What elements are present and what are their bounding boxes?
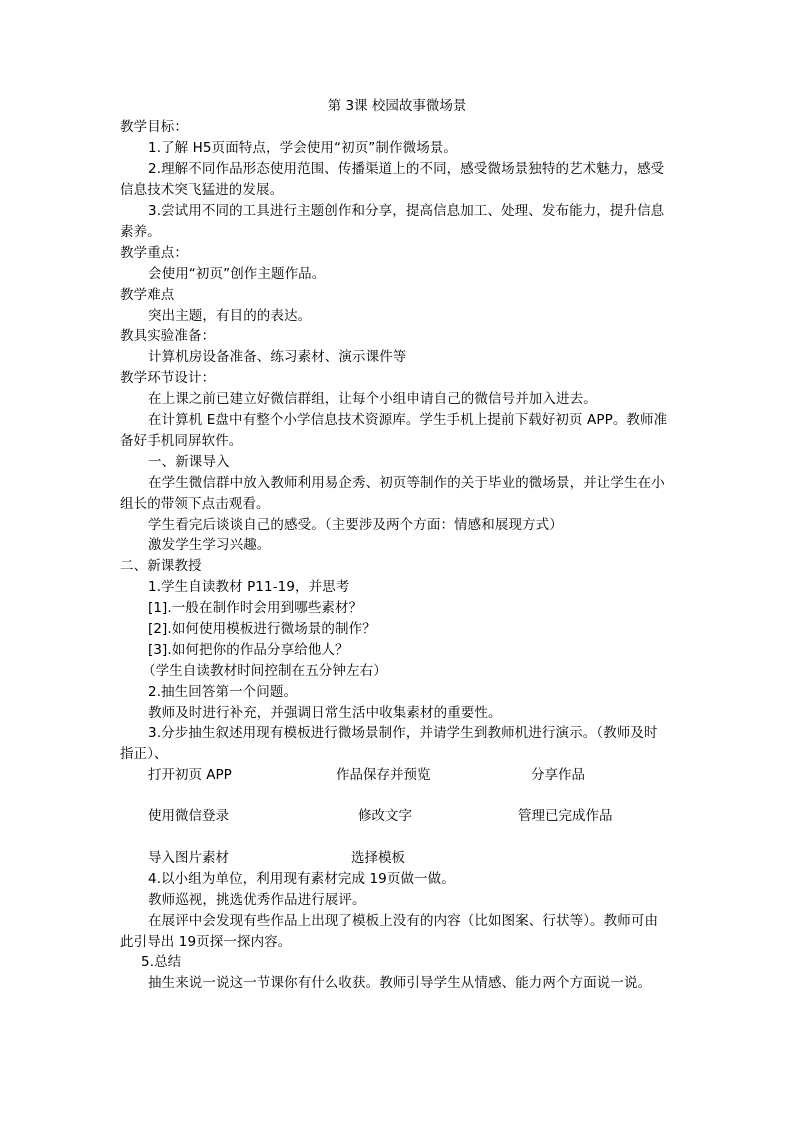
- section-2-step-3-line-1: 3.分步抽生叙述用现有模板进行微场景制作，并请学生到教师机进行演示。（教师及时: [148, 725, 658, 741]
- section-1-paragraph-1-line-1: 在学生微信群中放入教师利用易企秀、初页等制作的关于毕业的微场景，并让学生在小: [148, 475, 665, 491]
- section-2-question-2: [2].如何使用模板进行微场景的制作？: [148, 621, 376, 637]
- section-2-step-4-paragraph-line-1: 在展评中会发现有些作品上出现了模板上没有的内容（比如图案、行状等）。教师可由: [148, 913, 659, 929]
- section-2-step-4-text: 教师巡视，挑选优秀作品进行展评。: [148, 892, 366, 908]
- section-2-step-4: 4.以小组为单位，利用现有素材完成 19页做一做。: [148, 871, 455, 887]
- section-1-paragraph-3: 激发学生学习兴趣。: [148, 537, 271, 553]
- section-2-step-2-text: 教师及时进行补充，并强调日常生活中收集素材的重要性。: [148, 705, 502, 721]
- section-2-question-1: [1].一般在制作时会用到哪些素材？: [148, 600, 363, 616]
- section-2-step-3-line-2: 指正）、: [120, 746, 168, 762]
- flow-step-edit-text: 修改文字: [358, 808, 412, 824]
- flow-step-manage-works: 管理已完成作品: [518, 808, 613, 824]
- section-2-step-1: 1.学生自读教材 P11-19，并思考: [148, 579, 350, 595]
- design-paragraph-2-line-1: 在计算机 E盘中有整个小学信息技术资源库。学生手机上提前下载好初页 APP。教师准: [148, 412, 668, 428]
- objective-3-line-1: 3.尝试用不同的工具进行主题创作和分享，提高信息加工、处理、发布能力，提升信息: [148, 203, 665, 219]
- section-1-paragraph-1-line-2: 组长的带领下点击观看。: [120, 496, 270, 512]
- flow-step-save-preview: 作品保存并预览: [336, 767, 431, 783]
- section-1-heading: 一、新课导入: [148, 454, 230, 470]
- section-2-step-5-text: 抽生来说一说这一节课你有什么收获。教师引导学生从情感、能力两个方面说一说。: [148, 975, 652, 991]
- objectives-heading: 教学目标：: [120, 119, 188, 135]
- objective-3-line-2: 素养。: [120, 224, 161, 240]
- flow-step-open-app: 打开初页 APP: [148, 767, 232, 783]
- key-points-text: 会使用“初页”创作主题作品。: [148, 266, 326, 282]
- objective-2-line-2: 信息技术突飞猛进的发展。: [120, 182, 284, 198]
- flow-step-choose-template: 选择模板: [351, 850, 405, 866]
- section-2-heading: 二、新课教授: [120, 558, 202, 574]
- lesson-title: 第 3课 校园故事微场景: [327, 98, 467, 114]
- section-2-step-2: 2.抽生回答第一个问题。: [148, 684, 298, 700]
- section-2-note: （学生自读教材时间控制在五分钟左右）: [142, 663, 387, 679]
- key-points-heading: 教学重点：: [120, 245, 188, 261]
- flow-step-import-images: 导入图片素材: [148, 850, 229, 866]
- materials-heading: 教具实验准备：: [120, 328, 216, 344]
- difficulties-text: 突出主题，有目的的表达。: [148, 308, 312, 324]
- objective-1: 1.了解 H5页面特点，学会使用“初页”制作微场景。: [148, 140, 457, 156]
- section-1-paragraph-2: 学生看完后谈谈自己的感受。（主要涉及两个方面：情感和展现方式）: [148, 517, 563, 533]
- difficulties-heading: 教学难点: [120, 287, 175, 303]
- section-2-question-3: [3].如何把你的作品分享给他人？: [148, 642, 349, 658]
- flow-step-share: 分享作品: [531, 767, 585, 783]
- flow-step-wechat-login: 使用微信登录: [148, 808, 229, 824]
- section-2-step-4-paragraph-line-2: 此引导出 19页探一探内容。: [120, 934, 292, 950]
- design-paragraph-2-line-2: 备好手机同屏软件。: [120, 433, 243, 449]
- section-2-step-5: 5.总结: [141, 954, 182, 970]
- design-heading: 教学环节设计：: [120, 370, 216, 386]
- design-paragraph-1: 在上课之前已建立好微信群组，让每个小组申请自己的微信号并加入进去。: [148, 391, 597, 407]
- materials-text: 计算机房设备准备、练习素材、演示课件等: [148, 349, 407, 365]
- objective-2-line-1: 2.理解不同作品形态使用范围、传播渠道上的不同，感受微场景独特的艺术魅力，感受: [148, 161, 665, 177]
